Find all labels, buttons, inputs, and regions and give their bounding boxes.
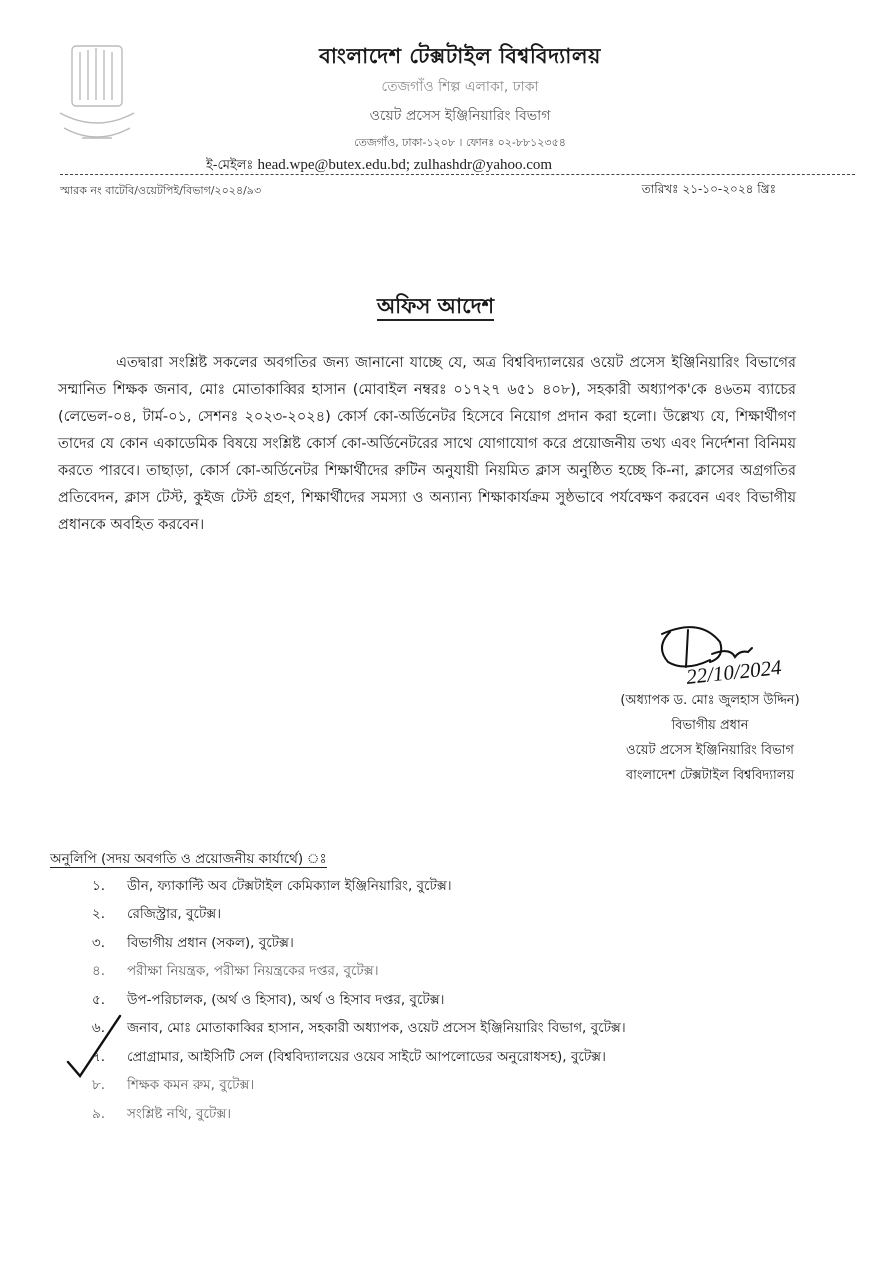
item-number: ৫. (91, 991, 105, 1008)
item-number: ৯. (91, 1105, 105, 1122)
item-number: ৬. (91, 1020, 105, 1037)
item-text: প্রোগ্রামার, আইসিটি সেল (বিশ্ববিদ্যালয়ের ওয়েব সাইটে আপলোডের অনুরোধসহ), বুটেক্স। (127, 1048, 606, 1065)
list-item (60, 986, 820, 1015)
signatory-block (560, 688, 860, 788)
list-item (60, 872, 820, 901)
department-name: ওয়েট প্রসেস ইঞ্জিনিয়ারিং বিভাগ (369, 108, 551, 124)
checkmark-icon (64, 1012, 124, 1082)
list-item (60, 958, 820, 987)
item-text: সংশ্লিষ্ট নথি, বুটেক্স। (127, 1105, 232, 1122)
copy-to-heading-text: অনুলিপি (সদয় অবগতি ও প্রয়োজনীয় কার্যার্থে) ঃ (50, 851, 327, 867)
item-number: ৮. (91, 1077, 105, 1094)
item-text: জনাব, মোঃ মোতাকাব্বির হাসান, সহকারী অধ্যাপক, ওয়েট প্রসেস ইঞ্জিনিয়ারিং বিভাগ, বুটেক্স। (127, 1020, 626, 1037)
signatory-name: (অধ্যাপক ড. মোঃ জুলহাস উদ্দিন) (620, 693, 800, 708)
signature-date: 22/10/2024 (684, 655, 783, 689)
item-number: ১. (91, 877, 105, 894)
document-date: তারিখঃ ২১-১০-২০২৪ খ্রিঃ (641, 182, 776, 196)
item-number: ৩. (91, 934, 105, 951)
address-line: তেজগাঁও, ঢাকা-১২০৮ । ফোনঃ ০২-৮৮১২৩৫৪ (354, 136, 566, 149)
item-number: ২. (91, 906, 105, 923)
signatory-department: ওয়েট প্রসেস ইঞ্জিনিয়ারিং বিভাগ (626, 743, 794, 758)
page-title (0, 290, 871, 325)
email-label: ই-মেইলঃ (206, 158, 254, 173)
header-subline: তেজগাঁও শিল্প এলাকা, ঢাকা (381, 79, 539, 95)
university-name: বাংলাদেশ টেক্সটাইল বিশ্ববিদ্যালয় (319, 44, 601, 68)
copy-to-list (60, 872, 820, 1129)
signatory-university: বাংলাদেশ টেক্সটাইল বিশ্ববিদ্যালয় (625, 768, 795, 783)
order-body: এতদ্বারা সংশ্লিষ্ট সকলের অবগতির জন্য জানানো যাচ্ছে যে, অত্র বিশ্ববিদ্যালয়ের ওয়েট প্রসেস ইঞ্জিনিয়ারিং বিভাগের সম্মানিত শিক্ষক জনাব, মোঃ মোতাকাব্বির হাসান (মোবাইল নম্বরঃ ০১৭২৭ ৬৫১ ৪০৮), সহকারী অধ্যাপক'কে ৪৬তম ব্যাচের (লেভেল-০৪, টার্ম-০১, সেশনঃ ২০২৩-২০২৪) কোর্স কো-অর্ডিনেটর হিসেবে নিয়োগ প্রদান করা হলো। উল্লেখ্য যে, শিক্ষার্থীগণ তাদের যে কোন একাডেমিক বিষয়ে সংশ্লিষ্ট কোর্স কো-অর্ডিনেটরের সাথে যোগাযোগ করে প্রয়োজনীয় তথ্য এবং নির্দেশনা বিনিময় করতে পারবে। তাছাড়া, কোর্স কো-অর্ডিনেটর শিক্ষার্থীদের রুটিন অনুযায়ী নিয়মিত ক্লাস অনুষ্ঠিত হচ্ছে কি-না, ক্লাসের অগ্রগতির প্রতিবেদন, ক্লাস টেস্ট, কুইজ টেস্ট গ্রহণ, শিক্ষার্থীদের সমস্যা ও অন্যান্য শিক্ষাকার্যক্রম সুষ্ঠভাবে পর্যবেক্ষণ করবেন এবং বিভাগীয় প্রধানকে অবহিত করবেন। (58, 355, 796, 533)
item-text: ডীন, ফ্যাকাল্টি অব টেক্সটাইল কেমিক্যাল ইঞ্জিনিয়ারিং, বুটেক্স। (127, 877, 452, 894)
header-divider (60, 174, 855, 175)
reference-number: স্মারক নং বাটেবি/ওয়েটপিই/বিভাগ/২০২৪/৯৩ (60, 184, 262, 197)
list-item (60, 929, 820, 958)
copy-to-heading (50, 848, 327, 871)
list-item (60, 901, 820, 930)
list-item (60, 1015, 820, 1044)
item-number: ৭. (91, 1048, 105, 1065)
item-text: উপ-পরিচালক, (অর্থ ও হিসাব), অর্থ ও হিসাব দপ্তর, বুটেক্স। (127, 991, 445, 1008)
university-logo (52, 38, 142, 158)
item-text: রেজিস্ট্রার, বুটেক্স। (127, 906, 222, 923)
list-item (60, 1043, 820, 1072)
list-item (60, 1072, 820, 1101)
title-text: অফিস আদেশ (377, 294, 494, 321)
signatory-designation: বিভাগীয় প্রধান (671, 718, 749, 733)
item-number: ৪. (91, 963, 105, 980)
list-item (60, 1100, 820, 1129)
item-text: পরীক্ষা নিয়ন্ত্রক, পরীক্ষা নিয়ন্ত্রকের দপ্তর, বুটেক্স। (127, 963, 379, 980)
item-text: বিভাগীয় প্রধান (সকল), বুটেক্স। (127, 934, 294, 951)
item-text: শিক্ষক কমন রুম, বুটেক্স। (127, 1077, 255, 1094)
email-address[interactable]: head.wpe@butex.edu.bd; zulhashdr@yahoo.com (257, 157, 553, 173)
